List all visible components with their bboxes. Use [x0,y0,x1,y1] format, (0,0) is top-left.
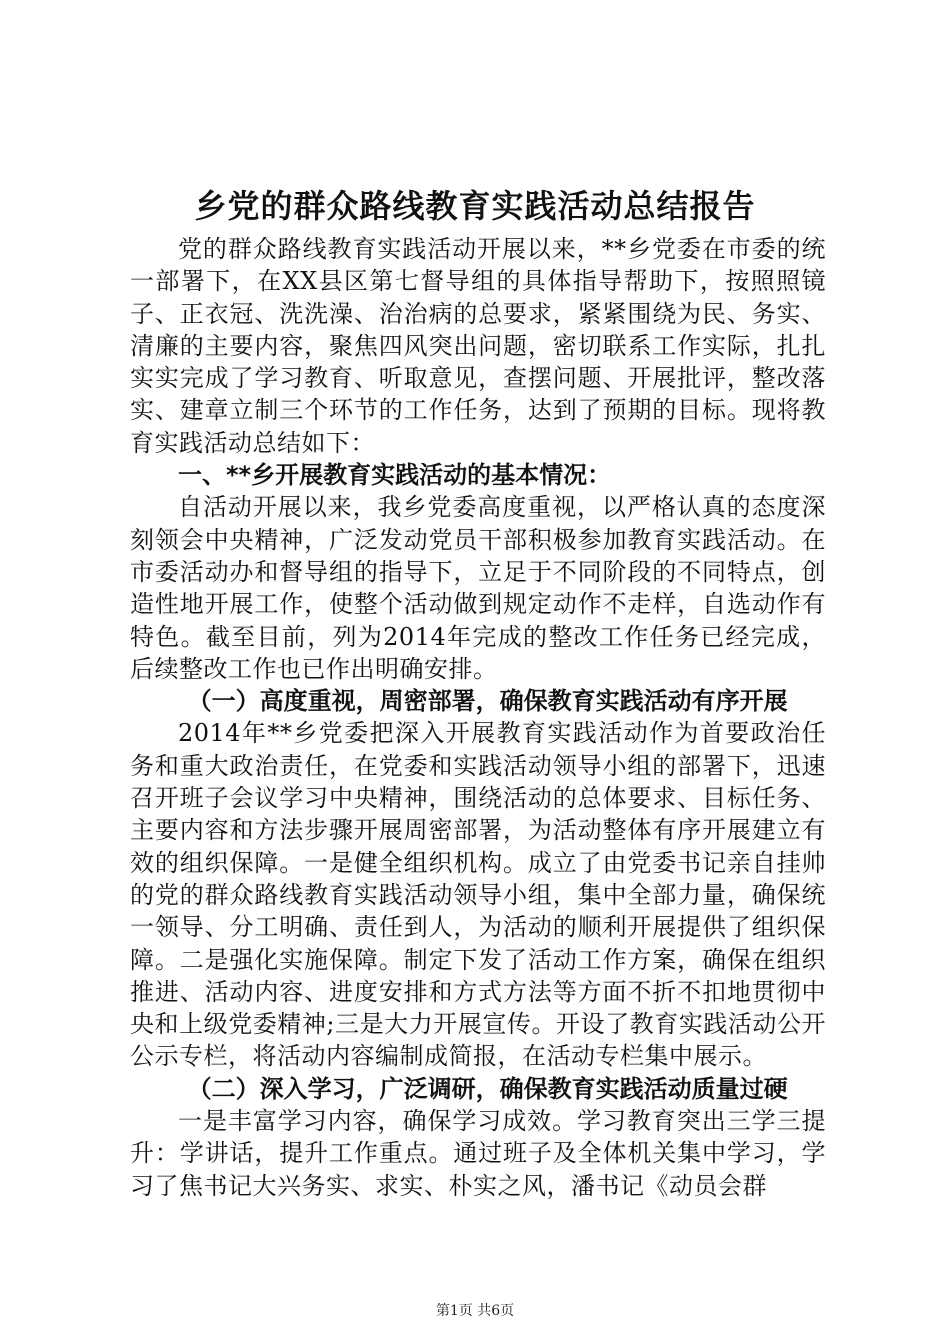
page-number-footer: 第1页 共6页 [435,1303,515,1319]
subsection-heading-2: （二）深入学习，广泛调研，确保教育实践活动质量过硬 [187,1074,788,1103]
paragraph-deployment: 2014年**乡党委把深入开展教育实践活动作为首要政治任务和重大政治责任，在党委和实践活动领导小组的部署下，迅速召开班子会议学习中央精神，围绕活动的总体要求、目标任务、主要内容和方法步骤开展周密部署，为活动整体有序开展建立有效的组织保障。一是健全组织机构。成立了由党委书记亲自挂帅的党的群众路线教育实践活动领导小组，集中全部力量，确保统一领导、分工明确、责任到人，为活动的顺利开展提供了组织保障。二是强化实施保障。制定下发了活动工作方案，确保在组织推进、活动内容、进度安排和方式方法等方面不折不扣地贯彻中央和上级党委精神;三是大力开展宣传。开设了教育实践活动公开公示专栏，将活动内容编制成简报，在活动专栏集中展示。 [130,719,826,1071]
document-title: 乡党的群众路线教育实践活动总结报告 [194,187,756,225]
subsection-heading-1: （一）高度重视，周密部署，确保教育实践活动有序开展 [187,687,788,716]
paragraph-basic-situation: 自活动开展以来，我乡党委高度重视，以严格认真的态度深刻领会中央精神，广泛发动党员干部积极参加教育实践活动。在市委活动办和督导组的指导下，立足于不同阶段的不同特点，创造性地开展工作，使整个活动做到规定动作不走样，自选动作有特色。截至目前，列为2014年完成的整改工作任务已经完成，后续整改工作也已作出明确安排。 [130,493,826,683]
section-heading-1: 一、**乡开展教育实践活动的基本情况： [178,461,612,490]
document-body [130,233,826,1202]
paragraph-study: 一是丰富学习内容，确保学习成效。学习教育突出三学三提升：学讲话，提升工作重点。通过班子及全体机关集中学习，学习了焦书记大兴务实、求实、朴实之风，潘书记《动员会群 [130,1107,826,1200]
paragraph-intro: 党的群众路线教育实践活动开展以来，**乡党委在市委的统一部署下，在XX县区第七督导组的具体指导帮助下，按照照镜子、正衣冠、洗洗澡、治治病的总要求，紧紧围绕为民、务实、清廉的主要内容，聚焦四风突出问题，密切联系工作实际，扎扎实实完成了学习教育、听取意见，查摆问题、开展批评，整改落实、建章立制三个环节的工作任务，达到了预期的目标。现将教育实践活动总结如下： [130,235,826,457]
